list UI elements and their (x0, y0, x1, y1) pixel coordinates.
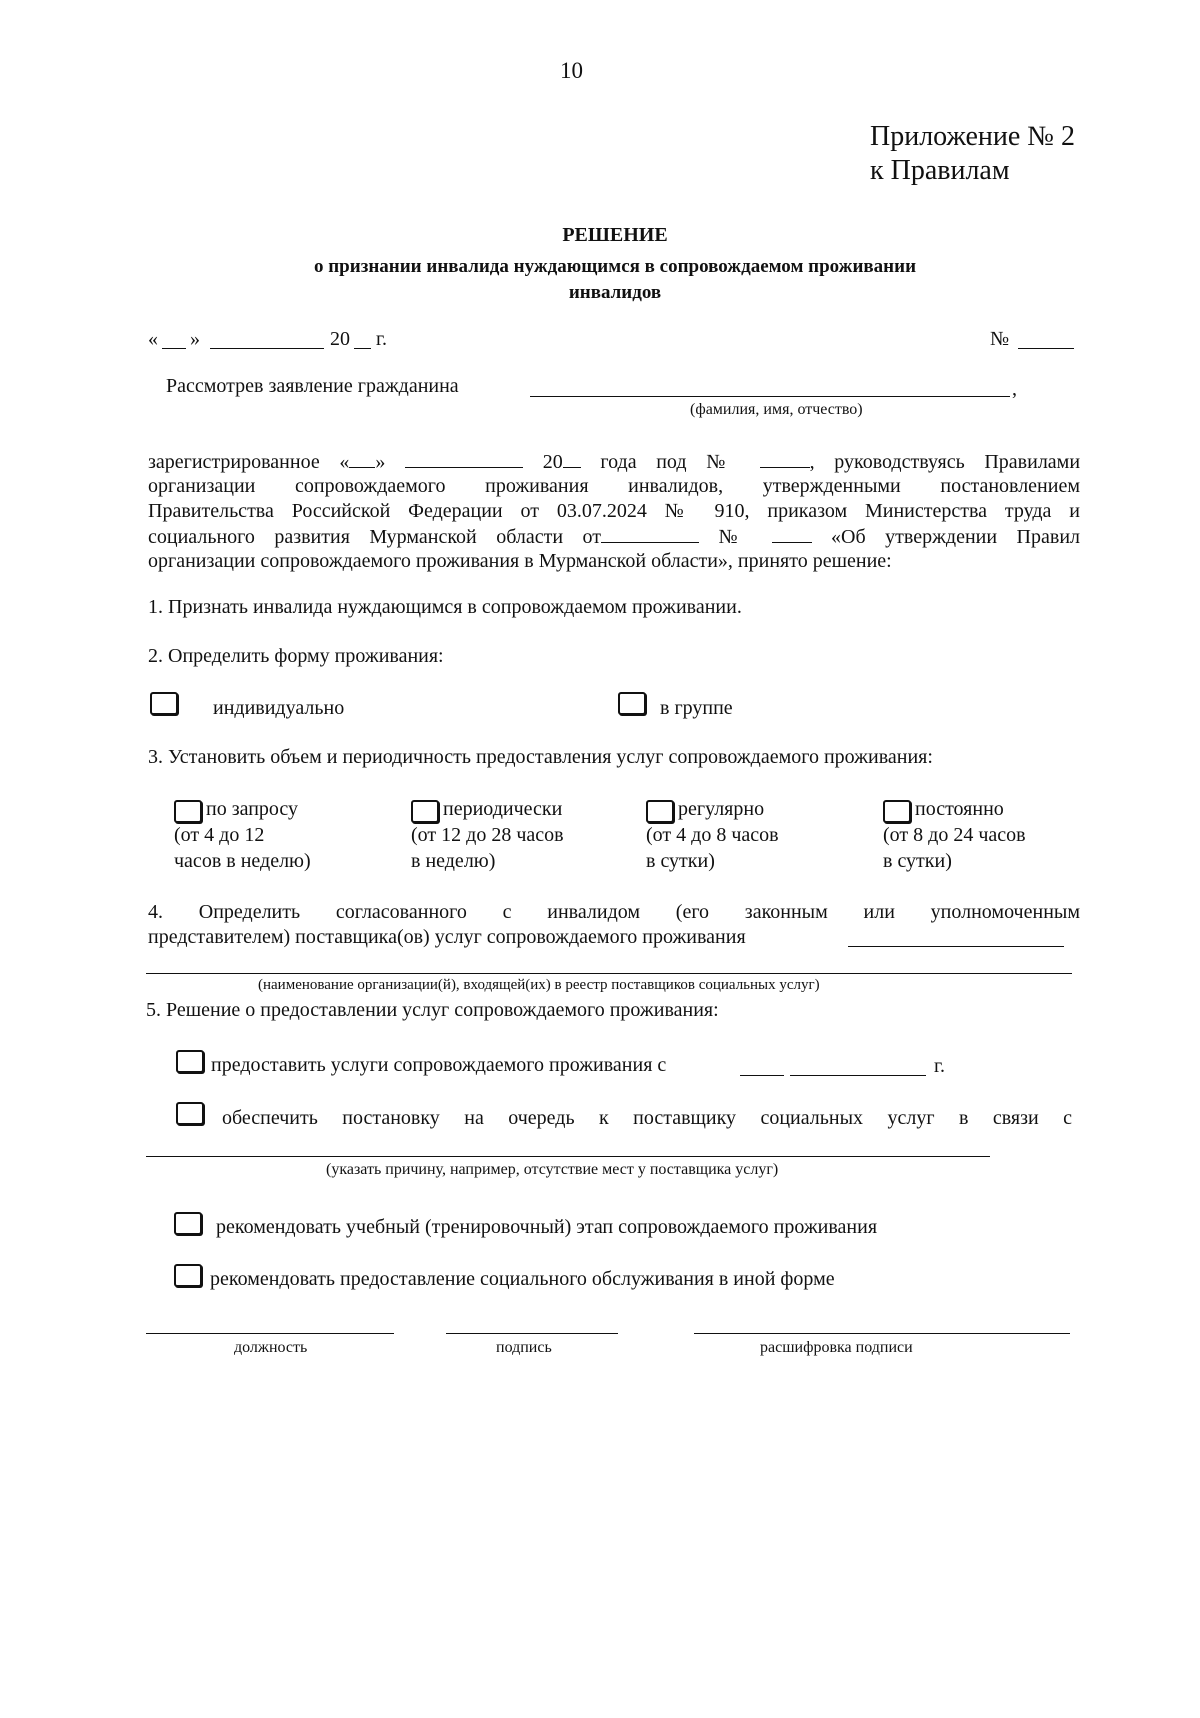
label-provide: предоставить услуги сопровождаемого проживания с (211, 1054, 667, 1076)
reg-month-blank (405, 449, 523, 468)
paragraph-line-2: организации сопровождаемого проживания инвалидов, утвержденными постановлением (148, 475, 1080, 497)
on-request-label: по запросу (206, 798, 299, 820)
reg-year-blank (563, 449, 581, 468)
date-close-quote: » (190, 328, 200, 350)
permanent-label: постоянно (915, 798, 1004, 820)
queue-reason-hint: (указать причину, например, отсутствие мест у поставщика услуг) (326, 1161, 779, 1178)
appendix-line-1: Приложение № 2 (870, 121, 1075, 152)
checkbox-individual[interactable] (150, 692, 178, 715)
item-3-text: 3. Установить объем и периодичность предоставления услуг сопровождаемого проживания: (148, 746, 933, 768)
item-5-text: 5. Решение о предоставлении услуг сопровождаемого проживания: (146, 999, 719, 1021)
date-day-blank (162, 348, 186, 349)
queue-reason-blank (146, 1156, 990, 1157)
order-number-blank (772, 524, 812, 543)
review-label: Рассмотрев заявление гражданина (166, 375, 459, 397)
label-individual: индивидуально (213, 697, 345, 719)
document-title: РЕШЕНИЕ (562, 224, 668, 246)
frequency-option-regular (646, 796, 779, 874)
order-title-start: «Об утверждении Правил (831, 526, 1080, 548)
number-blank (1018, 348, 1074, 349)
date-year-suffix: г. (376, 328, 387, 350)
checkbox-regular[interactable] (646, 800, 674, 823)
checkbox-permanent[interactable] (883, 800, 911, 823)
paragraph-line-5: организации сопровождаемого проживания в Мурманской области», принято решение: (148, 550, 892, 572)
item-4-line-1: 4. Определить согласованного с инвалидом (его законным или уполномоченным (148, 901, 1080, 923)
provider-hint: (наименование организации(й), входящей(их) в реестр поставщиков социальных услуг) (258, 977, 820, 993)
position-label: должность (234, 1339, 308, 1356)
decode-label: расшифровка подписи (760, 1339, 913, 1356)
paragraph-line-4 (148, 524, 1080, 549)
document-subtitle-2: инвалидов (568, 282, 662, 303)
document-subtitle-1: о признании инвалида нуждающимся в сопровождаемом проживании (313, 256, 917, 277)
frequency-option-permanent (883, 796, 1026, 874)
provider-blank-2 (146, 973, 1072, 974)
provider-blank-1 (848, 946, 1064, 947)
provide-day-blank (740, 1075, 784, 1076)
regular-range: (от 4 до 8 часов (646, 824, 779, 846)
signature-label: подпись (496, 1339, 552, 1356)
provide-year-suffix: г. (934, 1055, 945, 1077)
registered-label: зарегистрированное « (148, 451, 350, 473)
date-month-blank (210, 348, 324, 349)
item-4-line-2-text: представителем) поставщика(ов) услуг сопровождаемого проживания (148, 926, 746, 948)
provide-month-blank (790, 1075, 926, 1076)
reg-number-blank (760, 449, 810, 468)
periodic-range: (от 12 до 28 часов (411, 824, 564, 846)
periodic-unit: в неделю) (411, 850, 496, 872)
label-other-form: рекомендовать предоставление социального обслуживания в иной форме (210, 1268, 835, 1290)
label-queue: обеспечить постановку на очередь к поставщику социальных услуг в связи с (222, 1107, 1072, 1129)
frequency-option-on-request (174, 796, 311, 874)
reg-number-label: года под № (600, 451, 740, 473)
date-open-quote: « (148, 328, 158, 350)
page-number: 10 (560, 58, 583, 83)
order-from-label: социального развития Мурманской области от (148, 526, 602, 548)
permanent-unit: в сутки) (883, 850, 952, 872)
date-year-blank (354, 348, 371, 349)
paragraph-line-3: Правительства Российской Федерации от 03.07.2024 № 910, приказом Министерства труда и (148, 500, 1080, 522)
on-request-range: (от 4 до 12 (174, 824, 265, 846)
order-number-sign: № (718, 526, 753, 548)
paragraph-line-1 (148, 449, 1080, 474)
label-training: рекомендовать учебный (тренировочный) этап сопровождаемого проживания (216, 1216, 878, 1238)
order-date-blank (601, 524, 699, 543)
position-line (146, 1333, 394, 1334)
item-2-text: 2. Определить форму проживания: (148, 645, 444, 667)
citizen-name-hint: (фамилия, имя, отчество) (690, 401, 863, 418)
reg-day-blank (349, 449, 375, 468)
appendix-header (870, 120, 1075, 188)
review-comma: , (1012, 378, 1017, 400)
checkbox-training[interactable] (174, 1212, 202, 1235)
checkbox-other-form[interactable] (174, 1264, 202, 1287)
permanent-range: (от 8 до 24 часов (883, 824, 1026, 846)
checkbox-queue[interactable] (176, 1102, 204, 1125)
decode-line (694, 1333, 1070, 1334)
reg-year-prefix: 20 (542, 451, 563, 473)
on-request-unit: часов в неделю) (174, 850, 311, 872)
reg-close-quote: » (375, 451, 386, 473)
citizen-name-blank (530, 396, 1010, 397)
item-4 (148, 900, 1080, 950)
item-1-text: 1. Признать инвалида нуждающимся в сопровождаемом проживании. (148, 596, 742, 618)
regular-label: регулярно (678, 798, 765, 820)
periodic-label: периодически (443, 798, 563, 820)
appendix-line-2: к Правилам (870, 155, 1010, 186)
number-sign: № (990, 328, 1010, 350)
frequency-option-periodic (411, 796, 564, 874)
checkbox-provide[interactable] (176, 1050, 204, 1073)
main-paragraph (148, 449, 1080, 574)
checkbox-group[interactable] (618, 692, 646, 715)
date-year-prefix: 20 (330, 328, 350, 350)
checkbox-on-request[interactable] (174, 800, 202, 823)
guided-by-label: , руководствуясь Правилами (809, 451, 1081, 473)
signature-line (446, 1333, 618, 1334)
regular-unit: в сутки) (646, 850, 715, 872)
checkbox-periodic[interactable] (411, 800, 439, 823)
label-group: в группе (660, 697, 733, 719)
